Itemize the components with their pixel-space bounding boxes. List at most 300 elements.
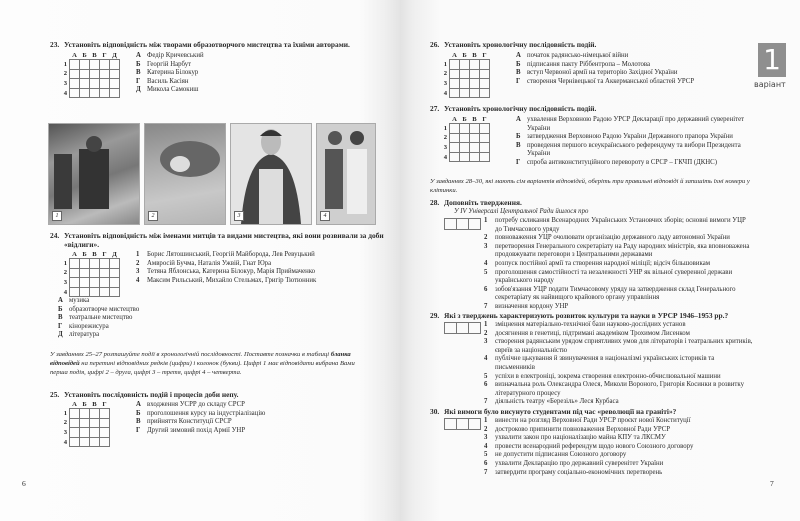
instruction-text: У завданнях 25–27 розташуйте події в хронологічній послідовності. Поставте позначки в таблиці <box>50 351 331 358</box>
grid-row-label: 4 <box>63 438 67 446</box>
option-item <box>136 401 265 410</box>
question-title-cont: «відлиги». <box>64 240 100 249</box>
variant-badge: 1 <box>758 43 786 77</box>
answer-cell[interactable] <box>110 88 120 98</box>
answer-cell[interactable] <box>460 60 470 70</box>
answer-cell[interactable] <box>100 278 110 288</box>
grid-row-label: 4 <box>443 153 447 161</box>
question-28-subtitle: У IV Універсалі Центральної Ради йшлося про <box>454 208 589 215</box>
option-text: музика <box>69 297 90 304</box>
grid-column-label: В <box>92 400 97 408</box>
answer-cell[interactable] <box>460 88 470 98</box>
question-24 <box>50 231 384 249</box>
options-25 <box>136 401 265 435</box>
answer-cell[interactable] <box>70 418 80 428</box>
grid-column-label: А <box>72 400 77 408</box>
answer-cell[interactable] <box>80 79 90 89</box>
answer-cell[interactable] <box>110 79 120 89</box>
option-key: 6 <box>484 381 488 389</box>
answer-cell[interactable] <box>470 124 480 134</box>
answer-cell[interactable] <box>110 287 120 297</box>
option-key: 1 <box>484 417 488 424</box>
grid-column-label: Б <box>82 400 87 408</box>
answer-cell[interactable] <box>100 268 110 278</box>
answer-box[interactable] <box>456 418 469 430</box>
instruction-28-30: У завданнях 28–30, які мають сім варіантів відповідей, оберіть три правильні відповіді й запишіть їхні номери у клітинки. <box>430 178 750 194</box>
option-key: 5 <box>484 451 488 459</box>
option-item <box>484 451 754 460</box>
option-text: потребу скликання Всенародних Українських Установчих зборів; основні вимоги УЦР до Тимчасового уряду <box>495 217 746 233</box>
artwork-4-image <box>317 124 375 224</box>
instruction-bold: бланка відповідей <box>50 351 351 367</box>
grid-column-label: В <box>472 51 477 59</box>
option-item <box>58 323 139 332</box>
grid-column-label: Б <box>82 51 87 59</box>
answer-cell[interactable] <box>460 152 470 162</box>
grid-column-label: Г <box>102 51 107 59</box>
grid-column-label: В <box>92 51 97 59</box>
answer-cell[interactable] <box>70 428 80 438</box>
option-text: Василь Касіян <box>147 77 189 85</box>
option-item <box>484 381 754 398</box>
option-key: 3 <box>484 434 488 442</box>
answer-cell[interactable] <box>100 259 110 269</box>
answer-cell[interactable] <box>450 152 460 162</box>
option-text: Другий зимовий похід Армії УНР <box>147 426 246 434</box>
option-key: Г <box>136 426 141 434</box>
grid-column-label: Б <box>462 115 467 123</box>
option-key: 1 <box>484 321 488 328</box>
answer-boxes-28[interactable] <box>444 218 481 230</box>
answer-cell[interactable] <box>470 152 480 162</box>
question-title: Установіть відповідність між іменами митців та видами мистецтва, які вони розвивали за доби <box>64 231 384 240</box>
answer-cell[interactable] <box>450 143 460 153</box>
question-title: Установіть хронологічну послідовність подій. <box>444 40 597 49</box>
answer-cell[interactable] <box>80 278 90 288</box>
option-item <box>136 251 316 260</box>
option-item <box>516 61 694 70</box>
answer-cell[interactable] <box>450 79 460 89</box>
answer-cell[interactable] <box>480 69 490 79</box>
question-28 <box>430 198 522 207</box>
answer-cell[interactable] <box>80 409 90 419</box>
option-text: Катерина Білокур <box>147 69 199 77</box>
option-key: А <box>516 116 521 123</box>
option-key: 2 <box>484 425 488 433</box>
option-key: В <box>136 418 141 426</box>
answer-cell[interactable] <box>90 437 100 447</box>
answer-cell[interactable] <box>110 268 120 278</box>
answer-cell[interactable] <box>460 124 470 134</box>
answer-cell[interactable] <box>70 88 80 98</box>
artwork-1 <box>48 123 140 225</box>
option-key: Б <box>136 60 141 68</box>
grid-row-label: 2 <box>63 419 67 427</box>
option-key: 3 <box>136 268 140 276</box>
instruction-text: на перетині відповідних рядків (цифри) і колонок (букви). Цифрі 1 має відповідати вибрана Вами перша подія, цифрі 2 – друга, цифрі 3 – третя, цифрі 4 – четверта. <box>50 359 355 376</box>
grid-column-label: А <box>452 51 457 59</box>
option-item <box>58 331 139 340</box>
option-key: Г <box>58 322 63 330</box>
answer-cell[interactable] <box>90 60 100 70</box>
grid-column-label: А <box>72 51 77 59</box>
option-item <box>58 306 139 315</box>
option-key: 5 <box>484 268 488 276</box>
question-23 <box>50 40 350 49</box>
question-30 <box>430 407 676 416</box>
answer-cell[interactable] <box>90 69 100 79</box>
option-text: вступ Червоної армії на територію Західної України <box>527 69 678 77</box>
option-item <box>136 52 204 61</box>
grid-column-label: Б <box>462 51 467 59</box>
option-text: ухвалити закон про націоналізацію майна КПУ та ЛКСМУ <box>495 434 666 442</box>
answer-cell[interactable] <box>80 69 90 79</box>
grid-column-label: Б <box>82 250 87 258</box>
options-29 <box>484 321 754 407</box>
grid-column-label: Г <box>482 115 487 123</box>
grid-row-label: 4 <box>63 288 67 296</box>
question-title: Доповніть твердження. <box>444 198 522 207</box>
option-key: 1 <box>136 251 140 258</box>
grid-row-label: 1 <box>63 409 67 417</box>
answer-cell[interactable] <box>70 278 80 288</box>
option-text: зобов'язання УЦР подати Тимчасовому уряду на затвердження склад Генерального секретаріату як найвищого крайового органу управління <box>495 285 736 302</box>
option-item <box>136 427 265 436</box>
answer-cell[interactable] <box>470 143 480 153</box>
answer-cell[interactable] <box>80 437 90 447</box>
question-27 <box>430 104 596 113</box>
option-item <box>484 426 754 435</box>
option-item <box>136 86 204 95</box>
question-title: Установіть хронологічну послідовність подій. <box>444 104 597 113</box>
answer-cell[interactable] <box>100 409 110 419</box>
answer-cell[interactable] <box>460 133 470 143</box>
question-title: Які вимоги було висунуто студентами під час «революції на граніті»? <box>444 407 677 416</box>
answer-grid-27[interactable] <box>438 115 490 162</box>
answer-cell[interactable] <box>90 88 100 98</box>
option-item <box>58 297 139 306</box>
answer-cell[interactable] <box>90 428 100 438</box>
option-item <box>484 243 754 260</box>
answer-box[interactable] <box>468 322 481 334</box>
answer-box[interactable] <box>468 218 481 230</box>
answer-cell[interactable] <box>470 133 480 143</box>
answer-cell[interactable] <box>110 259 120 269</box>
option-key: В <box>516 69 521 77</box>
answer-cell[interactable] <box>450 133 460 143</box>
grid-column-label: В <box>92 250 97 258</box>
answer-cell[interactable] <box>100 79 110 89</box>
answer-cell[interactable] <box>70 69 80 79</box>
answer-cell[interactable] <box>480 79 490 89</box>
question-number: 23. <box>50 40 60 49</box>
option-key: Д <box>58 331 63 339</box>
answer-cell[interactable] <box>480 60 490 70</box>
artwork-3 <box>230 123 312 225</box>
option-key: Б <box>58 305 63 313</box>
question-title: Установіть послідовність подій і процесів доби непу. <box>64 390 239 399</box>
grid-column-label: Г <box>102 400 107 408</box>
option-text: перетворення Генерального секретаріату на Раду народних міністрів, яка вповноважена продовжувати переговори з Центральними державами <box>495 242 750 259</box>
grid-row-label: 4 <box>443 89 447 97</box>
question-26 <box>430 40 596 49</box>
option-key: 4 <box>484 355 488 363</box>
question-title: Які з тверджень характеризують розвиток культури та науки в УРСР 1946–1953 рр.? <box>444 311 729 320</box>
option-item <box>484 398 754 407</box>
answer-cell[interactable] <box>460 143 470 153</box>
option-text: входження УСРР до складу СРСР <box>147 401 245 408</box>
option-key: Г <box>136 77 141 85</box>
option-key: Б <box>136 409 141 417</box>
option-item <box>484 234 754 243</box>
answer-box[interactable] <box>468 418 481 430</box>
option-text: кінорежисура <box>69 322 109 330</box>
option-item <box>484 338 754 355</box>
artwork-2-image <box>145 124 225 224</box>
option-text: ухвалення Верховною Радою УРСР Декларації про державний суверенітет України <box>527 116 745 132</box>
option-text: діяльність театру «Березіль» Леся Курбаса <box>495 398 619 406</box>
answer-cell[interactable] <box>100 287 110 297</box>
option-text: публічне цькування й звинувачення в націоналізмі українських істориків та письменників <box>495 355 715 371</box>
answer-cell[interactable] <box>100 437 110 447</box>
option-item <box>516 78 694 87</box>
option-key: 7 <box>484 468 488 476</box>
answer-cell[interactable] <box>80 60 90 70</box>
option-text: Георгій Нарбут <box>147 60 192 68</box>
answer-cell[interactable] <box>100 418 110 428</box>
option-text: проголошення самостійності та незалежності УНР як вільної суверенної держави українського народу <box>495 268 733 285</box>
option-text: розпуск постійної армії та створення народної міліції; відсіч більшовикам <box>495 259 711 267</box>
option-key: 3 <box>484 242 488 250</box>
grid-row-label: 3 <box>443 79 447 87</box>
option-text: Федір Кричевський <box>147 52 204 59</box>
options-27 <box>516 116 746 168</box>
option-item <box>516 116 746 133</box>
answer-cell[interactable] <box>90 79 100 89</box>
answer-cell[interactable] <box>90 418 100 428</box>
option-key: В <box>58 314 63 322</box>
answer-boxes-29[interactable] <box>444 322 481 334</box>
variant-label: варіант <box>754 80 786 89</box>
instruction-25-27 <box>50 351 368 377</box>
answer-cell[interactable] <box>100 88 110 98</box>
answer-grid-25[interactable] <box>58 400 110 447</box>
answer-cell[interactable] <box>110 60 120 70</box>
option-text: не допустити підписання Союзного договору <box>495 451 627 459</box>
answer-cell[interactable] <box>450 124 460 134</box>
option-text: Тетяна Яблонська, Катерина Білокур, Марія Приймаченко <box>147 268 316 276</box>
answer-cell[interactable] <box>470 88 480 98</box>
answer-cell[interactable] <box>80 428 90 438</box>
option-text: зміцнення матеріально-технічної бази науково-дослідних установ <box>495 321 686 328</box>
option-key: 2 <box>484 234 488 242</box>
grid-column-label: Г <box>102 250 107 258</box>
picture-label: 3 <box>234 211 244 221</box>
picture-label: 4 <box>320 211 330 221</box>
answer-cell[interactable] <box>90 287 100 297</box>
option-key: В <box>136 69 141 77</box>
option-text: прийняття Конституції СРСР <box>147 418 232 426</box>
option-item <box>136 268 316 277</box>
option-key: А <box>516 52 521 59</box>
answer-cell[interactable] <box>90 268 100 278</box>
option-item <box>484 417 754 426</box>
option-item <box>516 159 746 168</box>
option-key: 2 <box>484 329 488 337</box>
answer-cell[interactable] <box>100 60 110 70</box>
question-title: Установіть відповідність між творами образотворчого мистецтва та їхніми авторами. <box>64 40 350 49</box>
option-text: література <box>69 331 100 339</box>
grid-row-label: 3 <box>63 79 67 87</box>
answer-cell[interactable] <box>90 259 100 269</box>
option-key: В <box>516 141 521 149</box>
answer-cell[interactable] <box>480 152 490 162</box>
answer-box[interactable] <box>444 418 457 430</box>
option-key: А <box>136 52 141 59</box>
answer-box[interactable] <box>456 322 469 334</box>
answer-cell[interactable] <box>70 287 80 297</box>
options-30 <box>484 417 754 477</box>
question-number: 28. <box>430 198 440 207</box>
answer-cell[interactable] <box>470 79 480 89</box>
option-item <box>136 78 204 87</box>
option-item <box>516 69 694 78</box>
options-26 <box>516 52 694 86</box>
answer-grid-23[interactable] <box>58 51 120 98</box>
question-25 <box>50 390 238 399</box>
option-key: 1 <box>484 217 488 224</box>
grid-column-label: В <box>472 115 477 123</box>
option-key: Г <box>516 158 521 166</box>
option-text: визначення кордону УНР <box>495 302 569 310</box>
answer-cell[interactable] <box>80 287 90 297</box>
answer-grid-26[interactable] <box>438 51 490 98</box>
answer-cell[interactable] <box>100 428 110 438</box>
answer-cell[interactable] <box>450 60 460 70</box>
answer-cell[interactable] <box>80 418 90 428</box>
answer-cell[interactable] <box>70 79 80 89</box>
answer-cell[interactable] <box>480 133 490 143</box>
option-item <box>516 142 746 159</box>
grid-row-label: 3 <box>443 143 447 151</box>
option-text: досягнення в генетиці, підтримані академіком Трохимом Лисенком <box>495 329 690 337</box>
answer-cell[interactable] <box>70 268 80 278</box>
option-item <box>484 355 754 372</box>
answer-cell[interactable] <box>70 259 80 269</box>
grid-row-label: 4 <box>63 89 67 97</box>
option-key: 3 <box>484 338 488 346</box>
option-text: проведення першого всеукраїнського референдуму та вибори Президента України <box>527 141 741 158</box>
answer-box[interactable] <box>444 218 457 230</box>
answer-cell[interactable] <box>450 88 460 98</box>
page-number-right: 7 <box>770 479 774 488</box>
answers-24 <box>58 297 139 340</box>
option-text: початок радянсько-німецької війни <box>527 52 629 59</box>
artwork-2 <box>144 123 226 225</box>
grid-row-label: 3 <box>63 278 67 286</box>
answer-cell[interactable] <box>480 124 490 134</box>
option-item <box>136 61 204 70</box>
answer-cell[interactable] <box>80 259 90 269</box>
option-text: затвердити програму соціально-економічних перетворень <box>495 468 663 476</box>
option-text: Амвросій Бучма, Наталія Ужвій, Гнат Юра <box>147 259 272 267</box>
answer-box[interactable] <box>444 322 457 334</box>
option-key: 4 <box>136 276 140 284</box>
answer-cell[interactable] <box>460 69 470 79</box>
answer-cell[interactable] <box>110 278 120 288</box>
answer-cell[interactable] <box>90 278 100 288</box>
picture-label: 2 <box>148 211 158 221</box>
answer-cell[interactable] <box>100 69 110 79</box>
answer-cell[interactable] <box>70 437 80 447</box>
option-text: ухвалити Декларацію про державний суверенітет України <box>495 459 664 467</box>
answer-cell[interactable] <box>70 60 80 70</box>
option-text: Максим Рильський, Михайло Стельмах, Григір Тютюнник <box>147 276 317 284</box>
option-key: А <box>136 401 141 408</box>
option-item <box>58 314 139 323</box>
grid-row-label: 2 <box>443 134 447 142</box>
option-text: визначальна роль Олександра Олеся, Миколи Вороного, Григорія Косинки в розвитку літературного процесу <box>495 381 744 397</box>
option-item <box>484 460 754 469</box>
option-text: створення Чернівецької та Аккерманської областей УРСР <box>527 77 695 85</box>
answer-cell[interactable] <box>70 409 80 419</box>
option-text: спроба антиконституційного перевороту в СРСР – ГКЧП (ДКНС) <box>527 158 717 166</box>
answer-cell[interactable] <box>470 69 480 79</box>
option-item <box>516 52 694 61</box>
option-item <box>136 277 316 286</box>
answer-cell[interactable] <box>80 88 90 98</box>
option-text: підписання пакту Ріббентропа – Молотова <box>527 60 651 68</box>
grid-row-label: 1 <box>443 60 447 68</box>
option-key: 4 <box>484 442 488 450</box>
option-item <box>484 373 754 382</box>
answer-box[interactable] <box>456 218 469 230</box>
options-28 <box>484 217 754 312</box>
right-page <box>400 0 800 521</box>
answer-cell[interactable] <box>480 88 490 98</box>
grid-row-label: 2 <box>63 269 67 277</box>
options-24 <box>136 251 316 285</box>
grid-column-label: Д <box>112 51 117 59</box>
option-key: Б <box>516 60 521 68</box>
answer-cell[interactable] <box>110 69 120 79</box>
artwork-pictures <box>48 123 376 225</box>
option-item <box>484 217 754 234</box>
answer-cell[interactable] <box>480 143 490 153</box>
grid-column-label: Г <box>482 51 487 59</box>
answer-cell[interactable] <box>80 268 90 278</box>
option-key: Б <box>516 133 521 141</box>
page-number-left: 6 <box>22 479 26 488</box>
artwork-1-image <box>49 124 139 224</box>
option-key: Д <box>136 86 141 94</box>
grid-column-label: А <box>452 115 457 123</box>
option-item <box>136 260 316 269</box>
answer-grid-24[interactable] <box>58 250 120 297</box>
options-23 <box>136 52 204 95</box>
option-text: Микола Самокиш <box>147 86 199 94</box>
option-text: винести на розгляд Верховної Ради УРСР проєкт нової Конституції <box>495 417 691 424</box>
artwork-3-image <box>231 124 311 224</box>
option-text: успіхи в електроніці, зокрема створення електронно-обчислювальної машини <box>495 372 721 380</box>
option-key: А <box>58 297 63 304</box>
answer-cell[interactable] <box>470 60 480 70</box>
answer-boxes-30[interactable] <box>444 418 481 430</box>
answer-cell[interactable] <box>90 409 100 419</box>
answer-cell[interactable] <box>450 69 460 79</box>
option-item <box>484 269 754 286</box>
answer-cell[interactable] <box>460 79 470 89</box>
